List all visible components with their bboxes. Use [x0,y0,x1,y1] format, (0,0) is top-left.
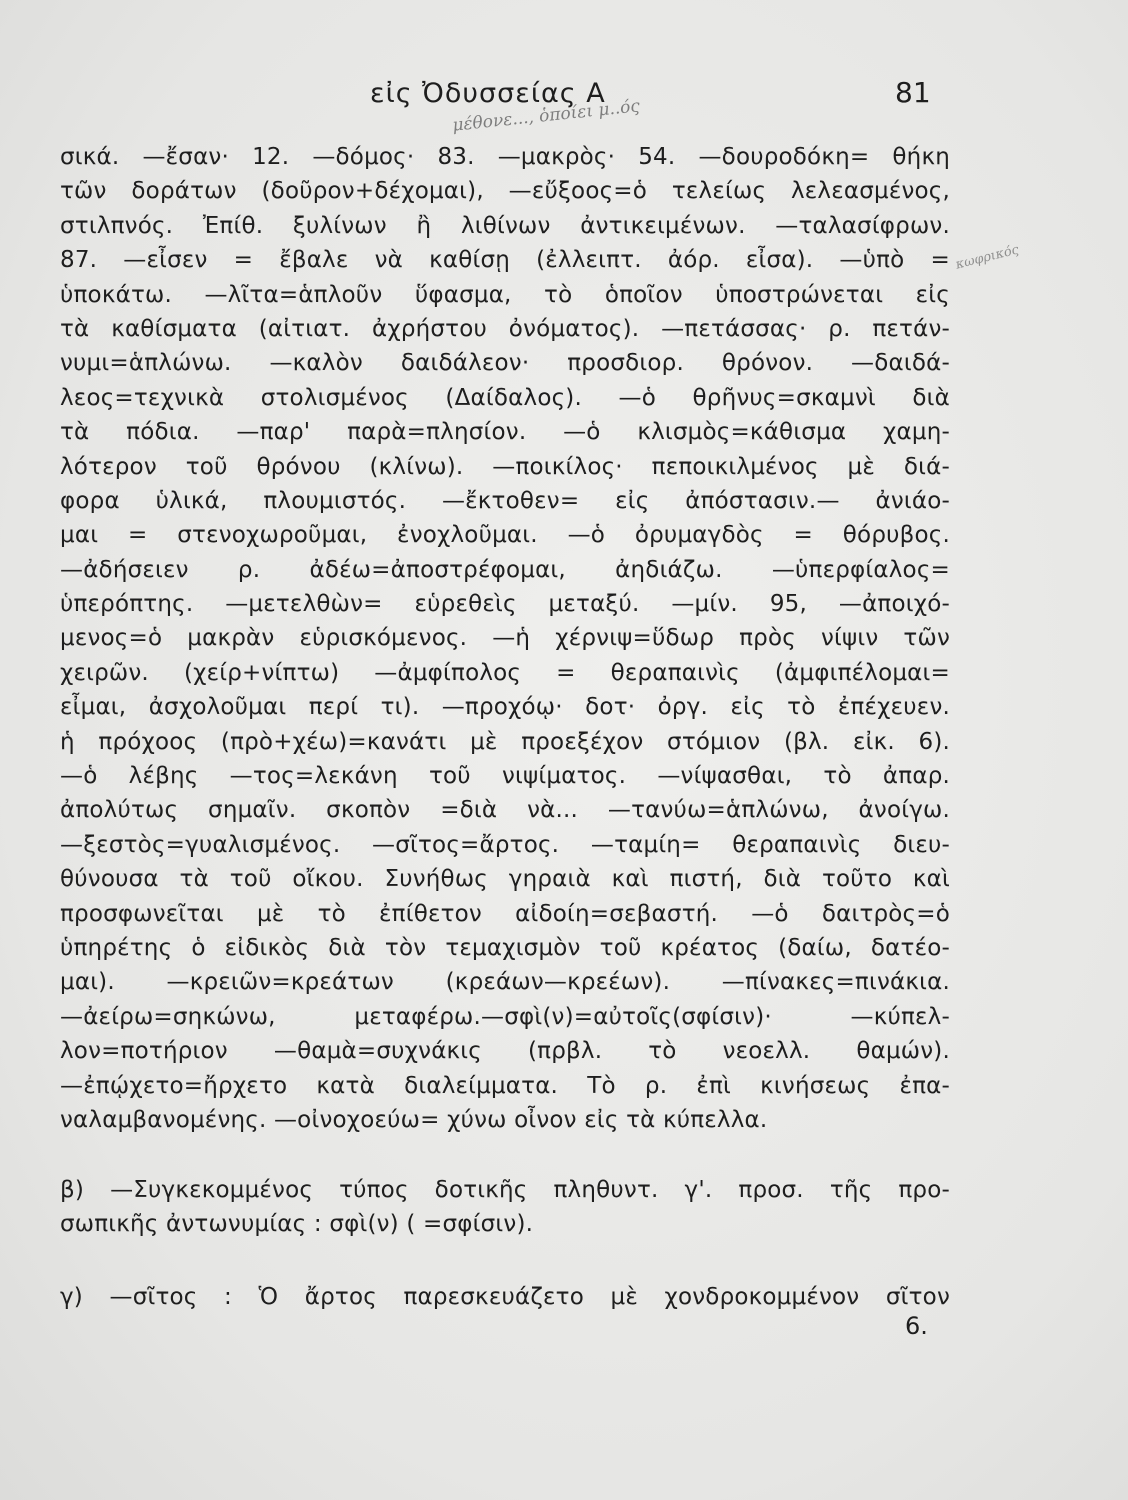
text-line: λον=ποτήριον —θαμὰ=συχνάκις (πρβλ. τὸ νεοελλ. θαμών). [60,1038,950,1065]
text-line: τὰ πόδια. —παρ' παρὰ=πλησίον. —ὁ κλισμὸς=κάθισμα χαμη- [60,419,950,446]
text-line: —ἀδήσειεν ρ. ἀδέω=ἀποστρέφομαι, ἀηδιάζω. —ὑπερφίαλος= [60,556,950,583]
text-line: λεος=τεχνικὰ στολισμένος (Δαίδαλος). —ὁ θρῆνυς=σκαμνὶ διὰ [60,384,950,411]
text-line: θύνουσα τὰ τοῦ οἴκου. Συνήθως γηραιὰ καὶ πιστή, διὰ τοῦτο καὶ [60,866,950,893]
text-line: —ἐπῴχετο=ἤρχετο κατὰ διαλείμματα. Τὸ ρ. ἐπὶ κινήσεως ἐπα- [60,1072,950,1099]
text-line: —ὁ λέβης —τος=λεκάνη τοῦ νιψίματος. —νίψασθαι, τὸ ἀπαρ. [60,763,950,790]
text-line: τὰ καθίσματα (αἰτιατ. ἀχρήστου ὀνόματος). —πετάσσας· ρ. πετάν- [60,315,950,342]
note-beta-line: β) —Συγκεκομμένος τύπος δοτικῆς πληθυντ. γ'. προσ. τῆς προ- [60,1177,950,1203]
text-line: στιλπνός. Ἐπίθ. ξυλίνων ἢ λιθίνων ἀντικειμένων. —ταλασίφρων. [60,212,950,239]
text-line: λότερον τοῦ θρόνου (κλίνω). —ποικίλος· πεποικιλμένος μὲ διά- [60,453,950,480]
text-line: σικά. —ἔσαν· 12. —δόμος· 83. —μακρὸς· 54. —δουροδόκη= θήκη [60,144,950,170]
text-line: μαι = στενοχωροῦμαι, ἐνοχλοῦμαι. —ὁ ὀρυμαγδὸς = θόρυβος. [60,522,950,549]
text-line: —ἀείρω=σηκώνω, μεταφέρω.—σφὶ(ν)=αὐτοῖς(σφίσιν)· —κύπελ- [60,1003,950,1030]
note-beta [60,1173,950,1242]
text-line: μαι). —κρειῶν=κρεάτων (κρεάων—κρεέων). —πίνακες=πινάκια. [60,969,950,996]
text-line: εἶμαι, ἀσχολοῦμαι περί τι). —προχόῳ· δοτ· ὀργ. εἰς τὸ ἐπέχευεν. [60,694,950,721]
text-line: ἡ πρόχοος (πρὸ+χέω)=κανάτι μὲ προεξέχον στόμιον (βλ. εἰκ. 6). [60,728,950,755]
note-gamma-line: γ) —σῖτος : Ὁ ἄρτος παρεσκευάζετο μὲ χονδροκομμένον σῖτον [60,1284,950,1310]
text-line: νυμι=ἁπλώνω. —καλὸν δαιδάλεον· προσδιορ. θρόνον. —δαιδά- [60,350,950,377]
handwritten-annotation-top: μέθονε..., ὁποίει μ..ός [451,96,641,136]
text-line: 87. —εἶσεν = ἔβαλε νὰ καθίσῃ (ἐλλειπτ. ἀόρ. εἶσα). —ὑπὸ = [60,247,950,274]
running-header: εἰς Ὀδυσσείας Α [370,78,606,109]
note-beta-line: σωπικῆς ἀντωνυμίας : σφὶ(ν) ( =σφίσιν). [60,1211,534,1238]
text-line: φορα ὑλικά, πλουμιστός. —ἔκτοθεν= εἰς ἀπόστασιν.— ἀνιάο- [60,487,950,514]
text-line: μενος=ὁ μακρὰν εὑρισκόμενος. —ἡ χέρνιψ=ὕδωρ πρὸς νίψιν τῶν [60,625,950,652]
commentary-body [60,140,950,1137]
text-line: τῶν δοράτων (δοῦρον+δέχομαι), —εὔξοος=ὁ τελείως λελεασμένος, [60,178,950,205]
text-line: ὑποκάτω. —λῖτα=ἁπλοῦν ὕφασμα, τὸ ὁποῖον ὑποστρώνεται εἰς [60,281,950,308]
text-line: ὑπηρέτης ὁ εἰδικὸς διὰ τὸν τεμαχισμὸν τοῦ κρέατος (δαίω, δατέο- [60,934,950,961]
note-gamma [60,1280,950,1314]
text-line: χειρῶν. (χείρ+νίπτω) —ἀμφίπολος = θεραπαινὶς (ἀμφιπέλομαι= [60,659,950,686]
text-line: ναλαμβανομένης. —οἰνοχοεύω= χύνω οἶνον εἰς τὰ κύπελλα. [60,1106,768,1133]
text-line: προσφωνεῖται μὲ τὸ ἐπίθετον αἰδοίη=σεβαστή. —ὁ δαιτρὸς=ὁ [60,900,950,927]
text-line: ἀπολύτως σημαῖν. σκοπὸν =διὰ νὰ... —τανύω=ἁπλώνω, ἀνοίγω. [60,797,950,824]
handwritten-annotation-margin: κωφρικός [954,242,1021,273]
text-line: ὑπερόπτης. —μετελθὼν= εὑρεθεὶς μεταξύ. —μίν. 95, —ἀποιχό- [60,591,950,618]
text-line: —ξεστὸς=γυαλισμένος. —σῖτος=ἄρτος. —ταμίη= θεραπαινὶς διευ- [60,831,950,858]
page-number: 81 [895,76,931,109]
figure-reference: 6. [905,1312,928,1340]
